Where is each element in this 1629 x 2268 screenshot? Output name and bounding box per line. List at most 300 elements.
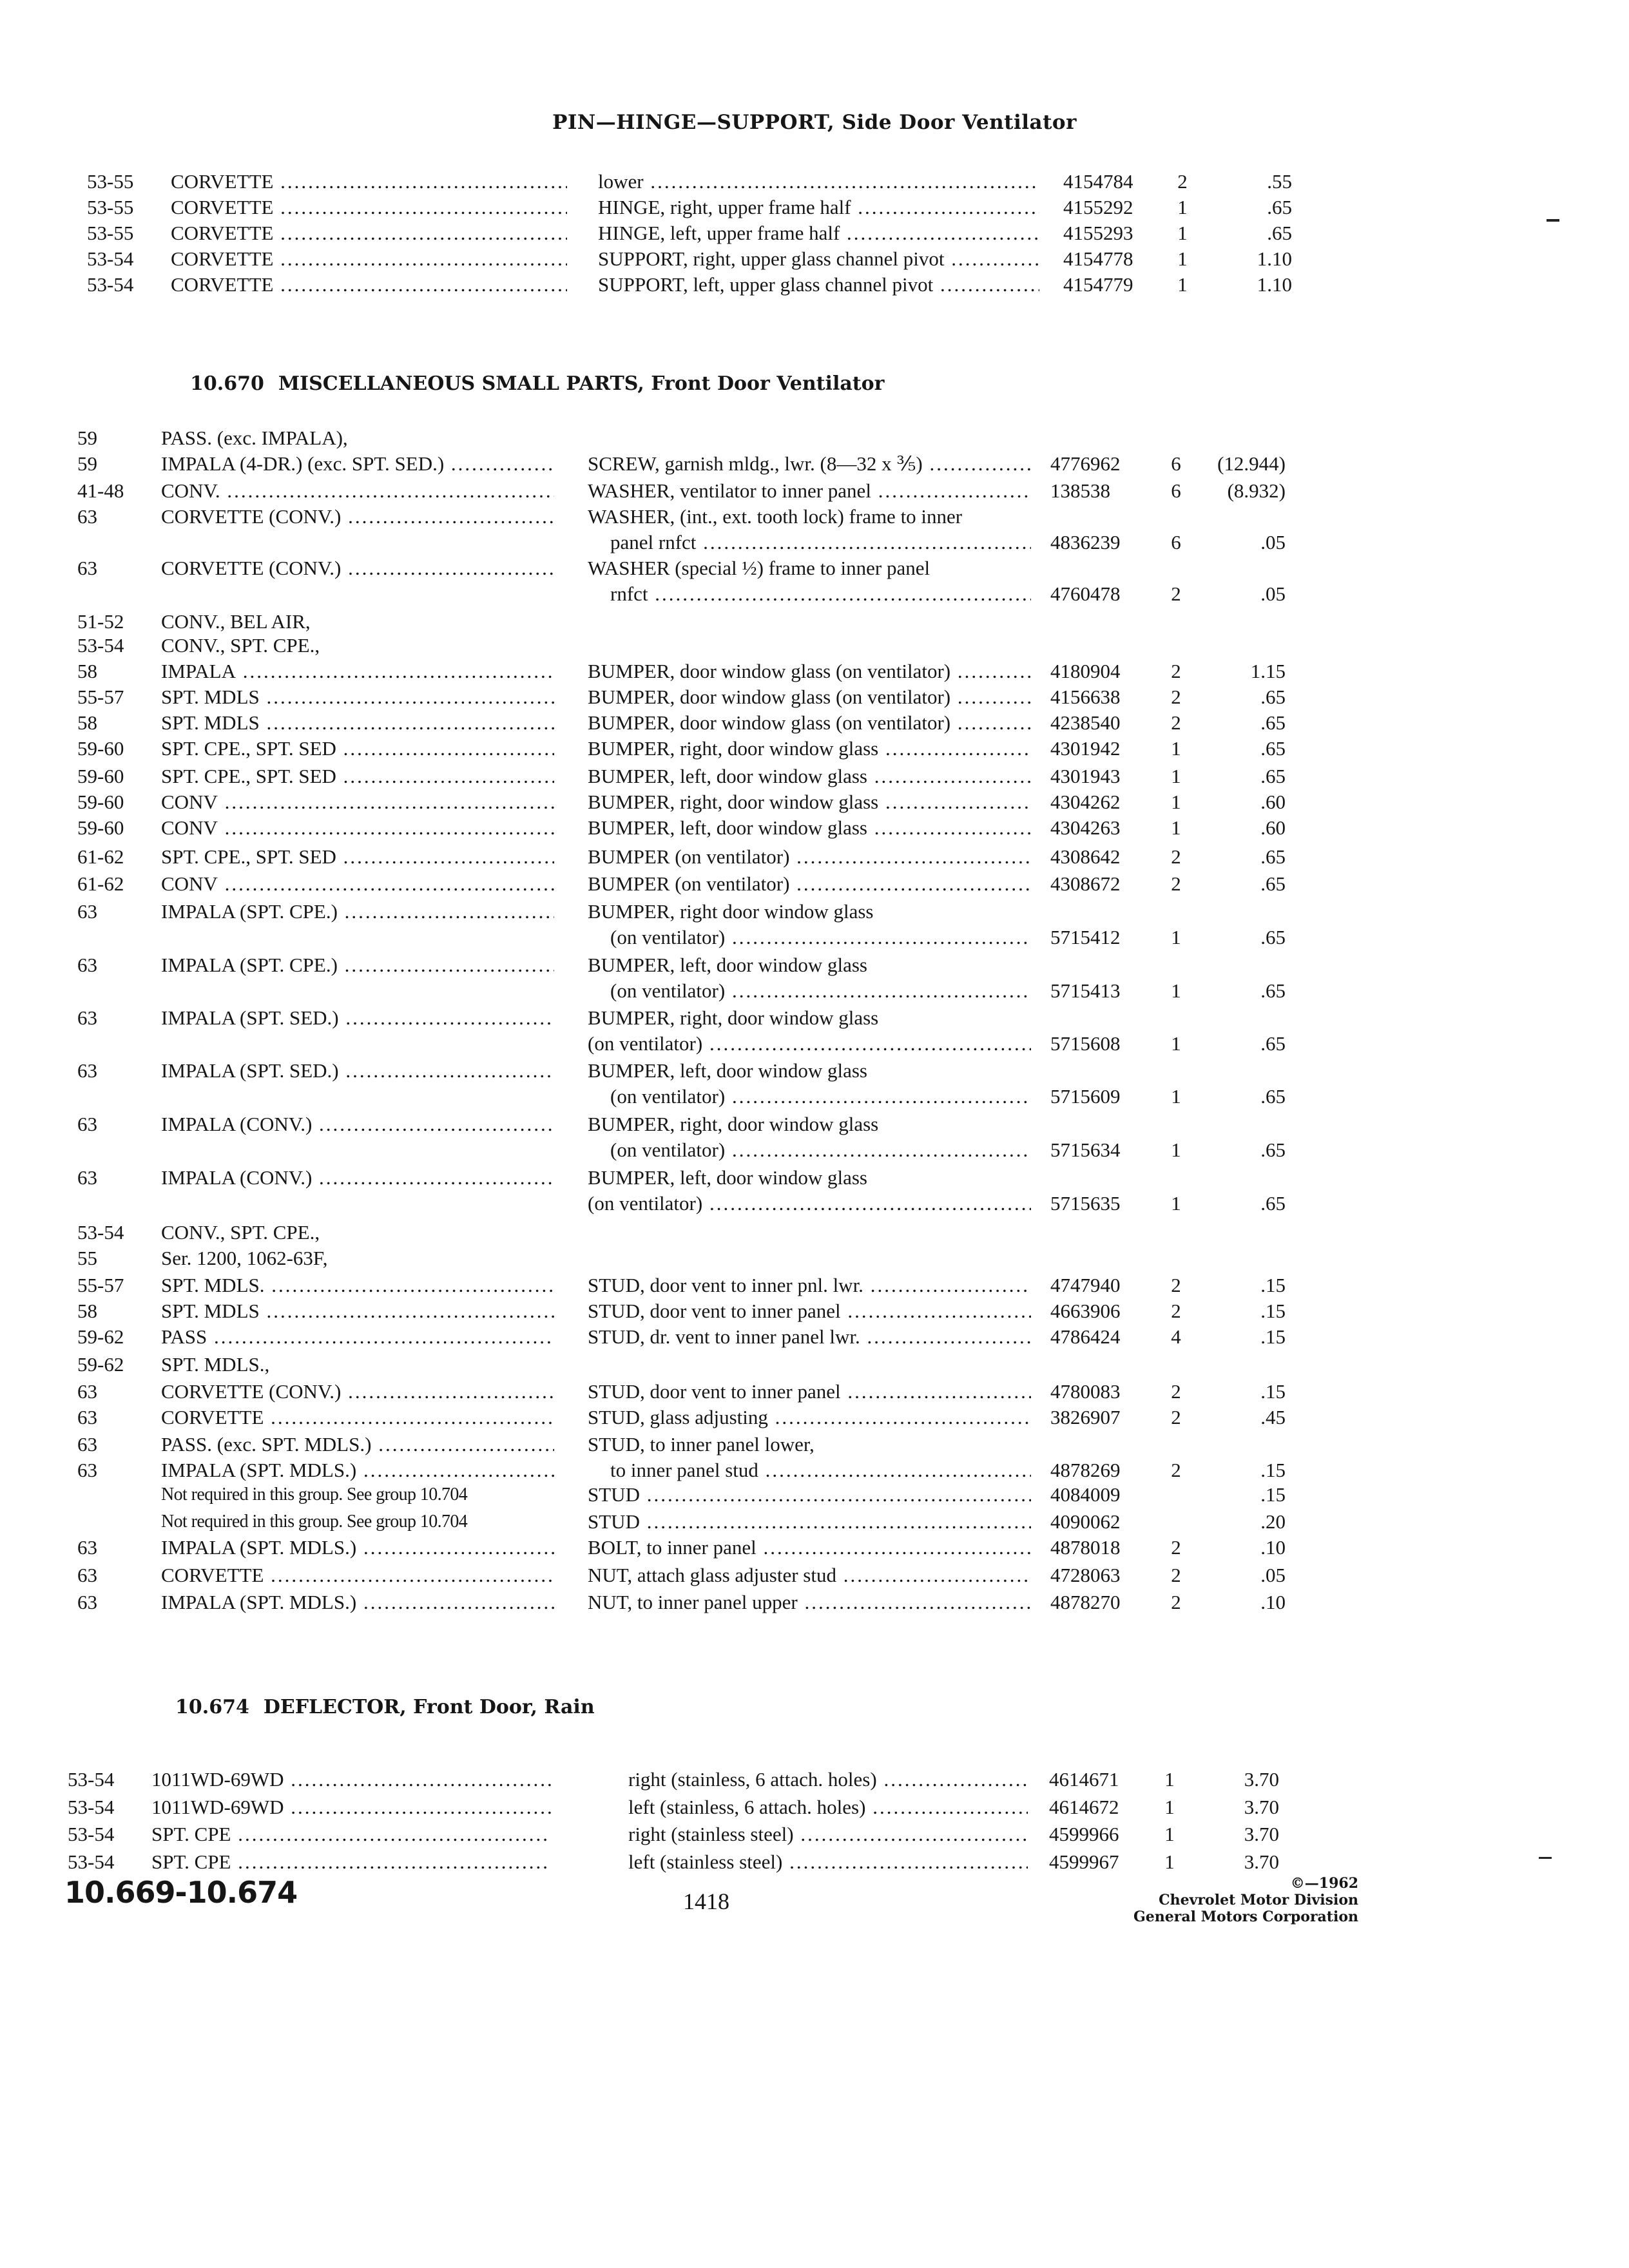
part-description: BUMPER, right, door window glass [588, 1113, 879, 1135]
table-row [0, 169, 1629, 197]
part-number: 4878269 [1050, 1459, 1121, 1481]
table-row [0, 555, 1629, 584]
model-applicability: SPT. CPE ..... [151, 1821, 551, 1847]
quantity: 1 [1171, 979, 1181, 1002]
model-applicability: Not required in this group. See group 10.704 [161, 1512, 468, 1532]
part-description: BUMPER (on ventilator) ..... [588, 871, 1031, 897]
quantity: 2 [1171, 845, 1181, 868]
model-applicability: CORVETTE ..... [171, 220, 567, 246]
part-number: 5715635 [1050, 1192, 1121, 1215]
page-title: PIN—HINGE—SUPPORT, Side Door Ventilator [552, 111, 1077, 134]
part-number: 4180904 [1050, 660, 1121, 682]
table-row [0, 272, 1629, 300]
table-row [0, 952, 1629, 981]
part-number: 4599966 [1049, 1823, 1119, 1845]
table-row [0, 1111, 1629, 1140]
model-applicability: IMPALA (SPT. SED.) ..... [161, 1058, 554, 1084]
quantity: 2 [1171, 1591, 1181, 1613]
model-year: 53-55 [87, 196, 134, 218]
part-number: 4614672 [1049, 1796, 1119, 1818]
quantity: 1 [1164, 1768, 1175, 1791]
model-year: 53-54 [77, 1221, 124, 1244]
part-number: 4154784 [1063, 170, 1133, 193]
part-number: 4780083 [1050, 1380, 1121, 1403]
model-year: 53-55 [87, 222, 134, 244]
part-description: STUD ..... [588, 1509, 1031, 1535]
model-year: 53-54 [68, 1768, 115, 1791]
model-year: 63 [77, 1591, 97, 1613]
model-year: 53-54 [68, 1850, 115, 1873]
table-row [0, 1220, 1629, 1248]
part-number: 4155292 [1063, 196, 1133, 218]
price: .20 [1260, 1510, 1286, 1533]
part-description: (on ventilator) ..... [610, 978, 1031, 1004]
table-row [0, 844, 1629, 872]
quantity: 1 [1171, 765, 1181, 787]
copyright-line: ©—1962 [1290, 1875, 1358, 1892]
model-year: 55 [77, 1247, 97, 1269]
part-description: BUMPER, left, door window glass [588, 1166, 867, 1189]
quantity: 2 [1171, 1564, 1181, 1586]
part-description: BUMPER, right, door window glass ..... [588, 736, 1031, 762]
part-number: 5715413 [1050, 979, 1121, 1002]
price: 1.10 [1257, 247, 1292, 270]
part-number: 5715412 [1050, 926, 1121, 948]
table-row [0, 1405, 1629, 1433]
part-number: 4836239 [1050, 531, 1121, 553]
part-description: BUMPER, door window glass (on ventilator) ..... [588, 658, 1031, 684]
model-year: 63 [77, 954, 97, 976]
model-applicability: IMPALA (SPT. MDLS.) ..... [161, 1457, 554, 1483]
model-year: 63 [77, 1006, 97, 1029]
model-applicability: SPT. CPE., SPT. SED ..... [161, 736, 554, 762]
part-description: NUT, attach glass adjuster stud ..... [588, 1562, 1031, 1588]
quantity: 1 [1177, 196, 1188, 218]
table-row [0, 978, 1629, 1006]
part-description: WASHER, (int., ext. tooth lock) frame to inner [588, 505, 963, 528]
part-description: left (stainless, 6 attach. holes) ..... [628, 1794, 1028, 1820]
part-number: 4155293 [1063, 222, 1133, 244]
price: .15 [1260, 1274, 1286, 1296]
price: .65 [1260, 1139, 1286, 1161]
part-number: 4238540 [1050, 711, 1121, 734]
part-description: BUMPER (on ventilator) ..... [588, 844, 1031, 870]
table-row [0, 195, 1629, 223]
price: 3.70 [1244, 1796, 1279, 1818]
model-applicability: SPT. CPE., SPT. SED ..... [161, 764, 554, 789]
part-number: 5715609 [1050, 1085, 1121, 1108]
model-applicability: SPT. MDLS ..... [161, 684, 554, 710]
model-year: 63 [77, 1380, 97, 1403]
price: .45 [1260, 1406, 1286, 1428]
section-number: 10.674 [175, 1696, 249, 1718]
table-row [0, 789, 1629, 818]
price: .65 [1260, 737, 1286, 760]
table-row [0, 1031, 1629, 1059]
part-description: SUPPORT, left, upper glass channel pivot ..... [598, 272, 1039, 298]
part-description: (on ventilator) ..... [610, 925, 1031, 950]
model-year: 53-55 [87, 170, 134, 193]
part-number: 4308672 [1050, 872, 1121, 895]
model-applicability: CONV., SPT. CPE., [161, 634, 320, 657]
part-number: 138538 [1050, 479, 1110, 502]
model-year: 59-62 [77, 1325, 124, 1348]
part-description: BUMPER, door window glass (on ventilator) ..... [588, 684, 1031, 710]
quantity: 2 [1171, 1536, 1181, 1559]
table-row [0, 1535, 1629, 1563]
quantity: 1 [1177, 222, 1188, 244]
price: 3.70 [1244, 1823, 1279, 1845]
model-applicability: SPT. CPE., SPT. SED ..... [161, 844, 554, 870]
part-number: 4084009 [1050, 1483, 1121, 1506]
price: .65 [1260, 845, 1286, 868]
part-description: (on ventilator) ..... [588, 1191, 1031, 1216]
quantity: 1 [1171, 816, 1181, 839]
model-year: 59-62 [77, 1353, 124, 1376]
part-number: 4301943 [1050, 765, 1121, 787]
part-number: 4599967 [1049, 1850, 1119, 1873]
quantity: 2 [1171, 1380, 1181, 1403]
price: 3.70 [1244, 1850, 1279, 1873]
price: .15 [1260, 1325, 1286, 1348]
model-year: 63 [77, 1459, 97, 1481]
table-row [0, 1821, 1629, 1850]
model-applicability: CORVETTE ..... [171, 272, 567, 298]
table-row [0, 530, 1629, 558]
publisher-line: Chevrolet Motor Division [1159, 1892, 1358, 1908]
table-row [0, 658, 1629, 687]
table-row [0, 1165, 1629, 1193]
table-row [0, 1509, 1629, 1537]
section-heading-10-670 [190, 372, 884, 395]
part-description: STUD, door vent to inner panel ..... [588, 1379, 1031, 1405]
model-year: 59 [77, 427, 97, 449]
price: .65 [1260, 1032, 1286, 1055]
model-applicability: IMPALA (SPT. CPE.) ..... [161, 952, 554, 978]
part-description: BOLT, to inner panel ..... [588, 1535, 1031, 1561]
section-heading-10-674 [175, 1696, 595, 1718]
model-year: 53-54 [87, 273, 134, 296]
quantity: 6 [1171, 452, 1181, 475]
table-row [0, 1767, 1629, 1795]
quantity: 4 [1171, 1325, 1181, 1348]
price: .05 [1260, 1564, 1286, 1586]
model-applicability: CORVETTE (CONV.) ..... [161, 1379, 554, 1405]
part-number: 4878018 [1050, 1536, 1121, 1559]
quantity: 6 [1171, 531, 1181, 553]
table-row [0, 504, 1629, 532]
price: 1.15 [1250, 660, 1286, 682]
part-number: 4154778 [1063, 247, 1133, 270]
part-description: WASHER (special ½) frame to inner panel [588, 557, 930, 579]
table-row [0, 710, 1629, 738]
model-year: 53-54 [87, 247, 134, 270]
price: .55 [1267, 170, 1292, 193]
quantity: 1 [1171, 926, 1181, 948]
table-row [0, 1273, 1629, 1301]
table-row [0, 1324, 1629, 1352]
page-number: 1418 [683, 1888, 729, 1914]
part-number: 4614671 [1049, 1768, 1119, 1791]
quantity: 2 [1171, 711, 1181, 734]
price: .05 [1260, 582, 1286, 605]
model-applicability: IMPALA (SPT. CPE.) ..... [161, 899, 554, 925]
model-year: 53-54 [68, 1823, 115, 1845]
model-applicability: PASS. (exc. SPT. MDLS.) ..... [161, 1432, 554, 1457]
quantity: 1 [1171, 791, 1181, 813]
part-number: 3826907 [1050, 1406, 1121, 1428]
quantity: 1 [1177, 273, 1188, 296]
model-year: 53-54 [68, 1796, 115, 1818]
quantity: 2 [1171, 1300, 1181, 1322]
price: .10 [1260, 1536, 1286, 1559]
price: .05 [1260, 531, 1286, 553]
price: .60 [1260, 791, 1286, 813]
quantity: 2 [1177, 170, 1188, 193]
table-row [0, 246, 1629, 274]
part-number: 4786424 [1050, 1325, 1121, 1348]
model-year: 59 [77, 452, 97, 475]
table-row [0, 1137, 1629, 1166]
model-applicability: CONV ..... [161, 871, 554, 897]
model-applicability: SPT. MDLS ..... [161, 1298, 554, 1324]
table-row [0, 1084, 1629, 1112]
part-description: HINGE, right, upper frame half ..... [598, 195, 1039, 220]
price: .15 [1260, 1459, 1286, 1481]
quantity: 2 [1171, 660, 1181, 682]
part-number: 4301942 [1050, 737, 1121, 760]
section-number: 10.670 [190, 372, 264, 395]
model-year: 63 [77, 1536, 97, 1559]
table-row [0, 1005, 1629, 1033]
part-description: left (stainless steel) ..... [628, 1849, 1028, 1875]
model-applicability: 1011WD-69WD ..... [151, 1767, 551, 1792]
table-row [0, 899, 1629, 927]
part-description: (on ventilator) ..... [588, 1031, 1031, 1057]
model-year: 63 [77, 900, 97, 923]
quantity: 1 [1171, 1192, 1181, 1215]
part-description: BUMPER, left, door window glass [588, 954, 867, 976]
part-description: STUD, dr. vent to inner panel lwr. ..... [588, 1324, 1031, 1350]
model-year: 63 [77, 1406, 97, 1428]
model-applicability: Ser. 1200, 1062-63F, [161, 1247, 328, 1269]
part-number: 4728063 [1050, 1564, 1121, 1586]
table-row [0, 1562, 1629, 1591]
quantity: 2 [1171, 872, 1181, 895]
part-description: right (stainless steel) ..... [628, 1821, 1028, 1847]
model-applicability: IMPALA (CONV.) ..... [161, 1111, 554, 1137]
part-number: 5715634 [1050, 1139, 1121, 1161]
part-description: BUMPER, left, door window glass [588, 1059, 867, 1082]
part-description: to inner panel stud ..... [610, 1457, 1031, 1483]
price: .10 [1260, 1591, 1286, 1613]
part-description: panel rnfct ..... [610, 530, 1031, 555]
price: .65 [1260, 872, 1286, 895]
quantity: 6 [1171, 479, 1181, 502]
part-description: STUD, glass adjusting ..... [588, 1405, 1031, 1430]
price: .15 [1260, 1300, 1286, 1322]
part-description: SUPPORT, right, upper glass channel pivot ..... [598, 246, 1039, 272]
price: .65 [1267, 196, 1292, 218]
part-description: right (stainless, 6 attach. holes) ..... [628, 1767, 1028, 1792]
part-description: BUMPER, left, door window glass ..... [588, 764, 1031, 789]
price: .65 [1260, 926, 1286, 948]
model-applicability: PASS ..... [161, 1324, 554, 1350]
quantity: 1 [1164, 1823, 1175, 1845]
margin-mark [1547, 219, 1559, 222]
section-heading-text: MISCELLANEOUS SMALL PARTS, Front Door Ventilator [278, 372, 885, 395]
table-row [0, 1352, 1629, 1380]
price: (12.944) [1217, 452, 1286, 475]
model-year: 58 [77, 711, 97, 734]
part-number: 5715608 [1050, 1032, 1121, 1055]
table-row [0, 815, 1629, 843]
model-year: 59-60 [77, 816, 124, 839]
price: .15 [1260, 1483, 1286, 1506]
model-applicability: CORVETTE ..... [171, 246, 567, 272]
table-row [0, 1379, 1629, 1407]
quantity: 1 [1171, 737, 1181, 760]
model-year: 61-62 [77, 872, 124, 895]
table-row [0, 1058, 1629, 1086]
model-applicability: 1011WD-69WD ..... [151, 1794, 551, 1820]
table-row [0, 451, 1629, 479]
part-number: 4304263 [1050, 816, 1121, 839]
group-range: 10.669-10.674 [64, 1875, 298, 1910]
price: 1.10 [1257, 273, 1292, 296]
quantity: 1 [1171, 1139, 1181, 1161]
part-description: SCREW, garnish mldg., lwr. (8—32 x ⅗) ..... [588, 451, 1031, 477]
table-row [0, 1191, 1629, 1219]
table-row [0, 764, 1629, 792]
model-applicability: CORVETTE ..... [161, 1562, 554, 1588]
part-description: lower ..... [598, 169, 1039, 195]
table-row [0, 1482, 1629, 1510]
part-number: 4747940 [1050, 1274, 1121, 1296]
table-row [0, 925, 1629, 953]
part-description: BUMPER, door window glass (on ventilator) ..... [588, 710, 1031, 736]
model-applicability: CORVETTE ..... [161, 1405, 554, 1430]
model-applicability: Not required in this group. See group 10.704 [161, 1485, 468, 1504]
part-description: STUD ..... [588, 1482, 1031, 1508]
part-description: STUD, to inner panel lower, [588, 1433, 815, 1456]
table-row [0, 1432, 1629, 1460]
price: .65 [1260, 711, 1286, 734]
part-number: 4154779 [1063, 273, 1133, 296]
model-year: 63 [77, 1433, 97, 1456]
part-number: 4760478 [1050, 582, 1121, 605]
model-applicability: CONV ..... [161, 789, 554, 815]
quantity: 2 [1171, 686, 1181, 708]
part-description: BUMPER, right door window glass [588, 900, 874, 923]
table-row [0, 871, 1629, 899]
model-applicability: CORVETTE (CONV.) ..... [161, 555, 554, 581]
table-row [0, 684, 1629, 713]
model-year: 55-57 [77, 1274, 124, 1296]
model-applicability: IMPALA (SPT. MDLS.) ..... [161, 1590, 554, 1615]
quantity: 1 [1164, 1796, 1175, 1818]
model-applicability: SPT. MDLS. ..... [161, 1273, 554, 1298]
part-description: BUMPER, right, door window glass ..... [588, 789, 1031, 815]
quantity: 1 [1177, 247, 1188, 270]
model-applicability: CONV. ..... [161, 478, 554, 504]
model-year: 63 [77, 1166, 97, 1189]
price: .60 [1260, 816, 1286, 839]
part-description: NUT, to inner panel upper ..... [588, 1590, 1031, 1615]
part-number: 4878270 [1050, 1591, 1121, 1613]
margin-mark [1539, 1857, 1552, 1859]
part-number: 4663906 [1050, 1300, 1121, 1322]
part-number: 4090062 [1050, 1510, 1121, 1533]
model-year: 53-54 [77, 634, 124, 657]
model-applicability: SPT. CPE ..... [151, 1849, 551, 1875]
model-applicability: IMPALA (4-DR.) (exc. SPT. SED.) ..... [161, 451, 554, 477]
model-year: 63 [77, 1564, 97, 1586]
model-applicability: CONV., SPT. CPE., [161, 1221, 320, 1244]
model-applicability: IMPALA (SPT. SED.) ..... [161, 1005, 554, 1031]
price: .65 [1260, 979, 1286, 1002]
part-number: 4776962 [1050, 452, 1121, 475]
part-description: STUD, door vent to inner panel ..... [588, 1298, 1031, 1324]
price: .15 [1260, 1380, 1286, 1403]
copyright-block [1133, 1875, 1358, 1925]
model-year: 59-60 [77, 765, 124, 787]
model-applicability: SPT. MDLS., [161, 1353, 270, 1376]
model-year: 61-62 [77, 845, 124, 868]
quantity: 2 [1171, 1406, 1181, 1428]
price: .65 [1260, 686, 1286, 708]
table-row [0, 425, 1629, 454]
model-year: 58 [77, 1300, 97, 1322]
model-applicability: CORVETTE (CONV.) ..... [161, 504, 554, 530]
quantity: 2 [1171, 582, 1181, 605]
table-row [0, 1590, 1629, 1618]
model-applicability: CONV., BEL AIR, [161, 610, 311, 633]
quantity: 1 [1164, 1850, 1175, 1873]
model-year: 55-57 [77, 686, 124, 708]
price: .65 [1267, 222, 1292, 244]
model-applicability: SPT. MDLS ..... [161, 710, 554, 736]
model-year: 63 [77, 1113, 97, 1135]
part-description: BUMPER, right, door window glass [588, 1006, 879, 1029]
model-year: 63 [77, 557, 97, 579]
table-row [0, 633, 1629, 661]
part-description: STUD, door vent to inner pnl. lwr. ..... [588, 1273, 1031, 1298]
quantity: 1 [1171, 1085, 1181, 1108]
price: 3.70 [1244, 1768, 1279, 1791]
model-year: 41-48 [77, 479, 124, 502]
model-year: 58 [77, 660, 97, 682]
part-number: 4304262 [1050, 791, 1121, 813]
table-row [0, 1245, 1629, 1274]
model-year: 63 [77, 505, 97, 528]
model-applicability: CORVETTE ..... [171, 169, 567, 195]
model-year: 51-52 [77, 610, 124, 633]
part-number: 4156638 [1050, 686, 1121, 708]
part-number: 4308642 [1050, 845, 1121, 868]
price: (8.932) [1227, 479, 1286, 502]
price: .65 [1260, 765, 1286, 787]
part-description: HINGE, left, upper frame half ..... [598, 220, 1039, 246]
model-applicability: CORVETTE ..... [171, 195, 567, 220]
part-description: rnfct ..... [610, 581, 1031, 607]
quantity: 1 [1171, 1032, 1181, 1055]
table-row [0, 1849, 1629, 1878]
table-row [0, 581, 1629, 610]
model-applicability: IMPALA ..... [161, 658, 554, 684]
model-applicability: IMPALA (SPT. MDLS.) ..... [161, 1535, 554, 1561]
model-year: 59-60 [77, 737, 124, 760]
